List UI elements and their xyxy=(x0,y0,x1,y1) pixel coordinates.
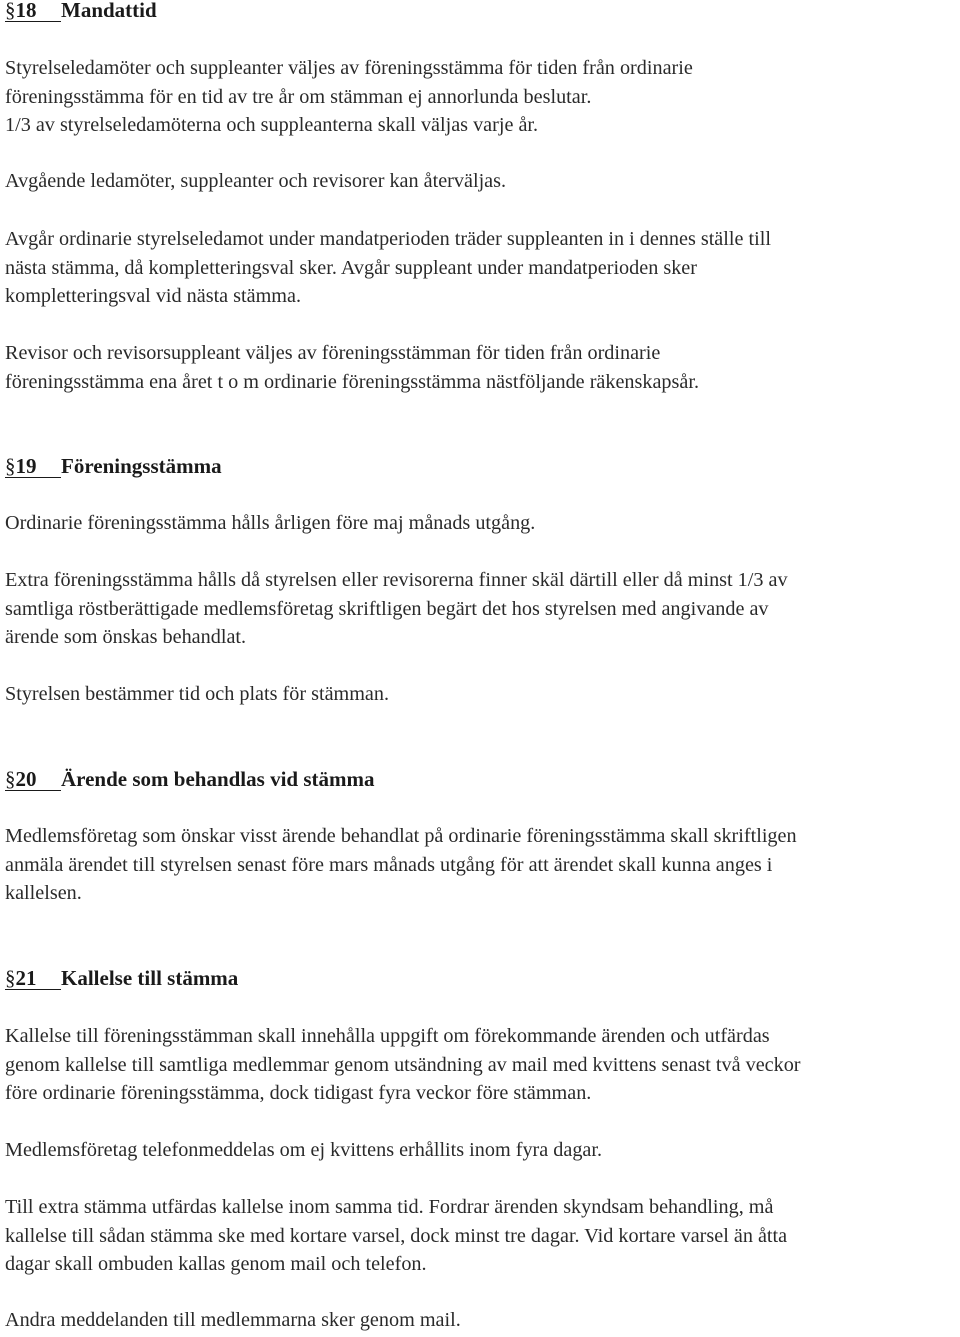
paragraph-line: samtliga röstberättigade medlemsföretag skriftligen begärt det hos styrelsen med angivande av xyxy=(5,597,769,620)
section-title: Mandattid xyxy=(61,0,157,22)
paragraph-line: Revisor och revisorsuppleant väljes av föreningsstämman för tiden från ordinarie xyxy=(5,342,661,364)
paragraph-line: före ordinarie föreningsstämma, dock tidigast fyra veckor före stämman. xyxy=(5,1082,592,1104)
paragraph-line: kompletteringsval vid nästa stämma. xyxy=(5,285,302,307)
section-symbol: § xyxy=(5,454,16,478)
section-symbol: § xyxy=(5,767,16,791)
paragraph-line: Medlemsföretag telefonmeddelas om ej kvittens erhållits inom fyra dagar. xyxy=(5,1139,603,1161)
paragraph xyxy=(5,1022,955,1108)
section-number: 21 xyxy=(15,966,37,990)
paragraph-line: Styrelsen bestämmer tid och plats för stämman. xyxy=(5,683,390,705)
section-number-20 xyxy=(5,768,61,791)
paragraph-line: Avgående ledamöter, suppleanter och revisorer kan återväljas. xyxy=(5,170,507,192)
paragraph xyxy=(5,566,955,652)
paragraph-line: 1/3 av styrelseledamöterna och suppleanterna skall väljas varje år. xyxy=(5,114,539,136)
paragraph xyxy=(5,1136,955,1165)
paragraph-line: Ordinarie föreningsstämma hålls årligen före maj månads utgång. xyxy=(5,512,536,534)
section-title: Kallelse till stämma xyxy=(61,966,239,990)
paragraph-line: dagar skall ombuden kallas genom mail och telefon. xyxy=(5,1253,427,1275)
paragraph xyxy=(5,680,955,709)
paragraph-line: Kallelse till föreningsstämman skall innehålla uppgift om förekommande ärenden och utfärdas xyxy=(5,1025,770,1047)
section-number: 18 xyxy=(15,0,37,22)
section-number: 20 xyxy=(15,767,37,791)
section-heading-18 xyxy=(5,0,157,24)
section-number-19 xyxy=(5,455,61,478)
paragraph-line: ärende som önskas behandlat. xyxy=(5,626,247,648)
paragraph-line: föreningsstämma för en tid av tre år om stämman ej annorlunda beslutar. xyxy=(5,85,592,108)
paragraph xyxy=(5,167,955,196)
paragraph-line: kallelse till sådan stämma ske med kortare varsel, dock minst tre dagar. Vid kortare varsel än åtta xyxy=(5,1224,788,1247)
paragraph-line: föreningsstämma ena året t o m ordinarie föreningsstämma nästföljande räkenskapsår. xyxy=(5,370,699,393)
paragraph xyxy=(5,339,955,396)
section-number-21 xyxy=(5,967,61,990)
paragraph-line: kallelsen. xyxy=(5,882,82,904)
section-symbol: § xyxy=(5,966,16,990)
paragraph xyxy=(5,1306,955,1335)
section-heading-19 xyxy=(5,452,222,480)
paragraph-line: Medlemsföretag som önskar visst ärende behandlat på ordinarie föreningsstämma skall skriftligen xyxy=(5,825,797,847)
paragraph-line: nästa stämma, då kompletteringsval sker. Avgår suppleant under mandatperioden sker xyxy=(5,256,697,279)
section-heading-21 xyxy=(5,964,238,992)
paragraph-line: Till extra stämma utfärdas kallelse inom samma tid. Fordrar ärenden skyndsam behandling, må xyxy=(5,1196,774,1218)
section-number-18 xyxy=(5,0,61,22)
paragraph xyxy=(5,225,955,311)
paragraph-line: genom kallelse till samtliga medlemmar genom utsändning av mail med kvittens senast två veckor xyxy=(5,1053,801,1076)
paragraph xyxy=(5,1193,955,1279)
paragraph xyxy=(5,54,955,140)
section-title: Föreningsstämma xyxy=(61,454,222,478)
paragraph-line: Extra föreningsstämma hålls då styrelsen eller revisorerna finner skäl därtill eller då minst 1/3 av xyxy=(5,569,788,591)
paragraph xyxy=(5,822,955,908)
paragraph-line: anmäla ärendet till styrelsen senast före mars månads utgång för att ärendet skall kunna anges i xyxy=(5,853,773,876)
paragraph-line: Avgår ordinarie styrelseledamot under mandatperioden träder suppleanten in i dennes ställe till xyxy=(5,228,771,250)
paragraph-line: Styrelseledamöter och suppleanter väljes av föreningsstämma för tiden från ordinarie xyxy=(5,57,693,79)
section-title: Ärende som behandlas vid stämma xyxy=(61,767,375,791)
paragraph xyxy=(5,509,955,538)
section-number: 19 xyxy=(15,454,37,478)
paragraph-line: Andra meddelanden till medlemmarna sker genom mail. xyxy=(5,1309,461,1331)
section-symbol: § xyxy=(5,0,16,22)
section-heading-20 xyxy=(5,765,374,793)
